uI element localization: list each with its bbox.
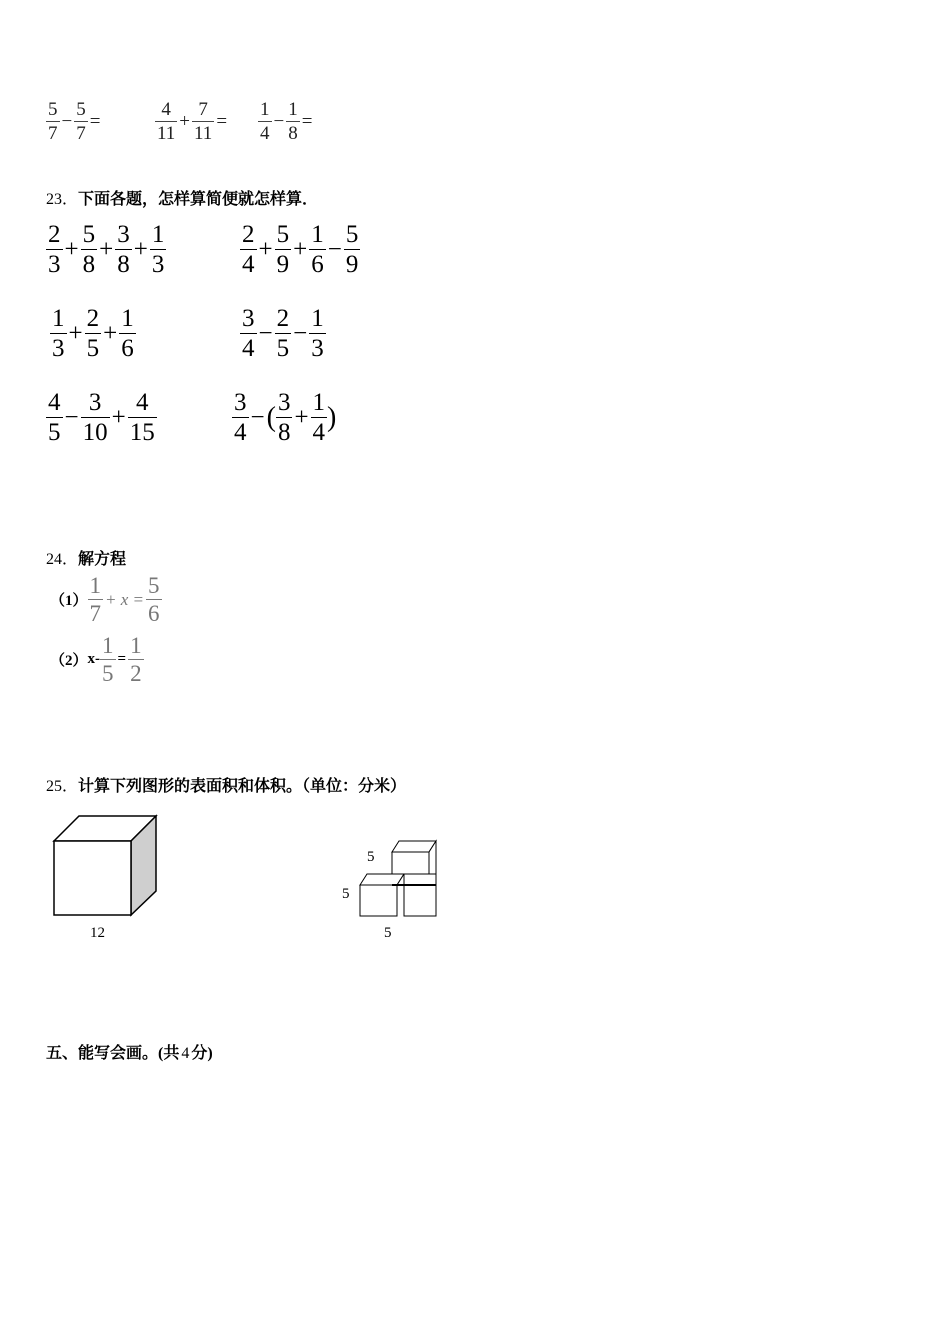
q23-expression-4: $\frac{3}{4}$ − $\frac{2}{5}$ − $\frac{1}{3}$ xyxy=(242,305,324,362)
fraction: $\frac{1}{4}$ xyxy=(260,99,270,144)
fraction: $\frac{5}{9}$ xyxy=(276,221,290,278)
equation-2-x: x- xyxy=(87,651,101,667)
question-24-heading: 24．解方程 xyxy=(46,551,127,568)
fraction: $\frac{3}{8}$ xyxy=(277,389,291,446)
fraction: $\frac{3}{4}$ xyxy=(242,305,255,362)
cube-edge-label: 12 xyxy=(90,925,105,941)
fraction: $\frac{1}{5}$ xyxy=(102,633,114,686)
top-expression-1 xyxy=(46,100,102,143)
fraction: $\frac{2}{3}$ xyxy=(48,221,61,278)
fraction: $\frac{4}{11}$ xyxy=(157,99,176,144)
composite-cube-figure xyxy=(355,835,445,920)
fraction: $\frac{1}{3}$ xyxy=(151,221,165,278)
fraction: $\frac{5}{7}$ xyxy=(48,99,58,144)
q23-expression-3: $\frac{1}{3}$ + $\frac{2}{5}$ + $\frac{1}{6}$ xyxy=(52,305,134,362)
q23-expression-6: $\frac{3}{4}$ − ( $\frac{3}{8}$ + $\frac{1}{4}$ ) xyxy=(234,389,337,446)
top-expression-3 xyxy=(258,100,314,143)
equals: = xyxy=(89,110,101,132)
operator: + xyxy=(179,110,191,132)
shape-label-left: 5 xyxy=(342,886,350,902)
shape-label-top: 5 xyxy=(367,849,375,865)
fraction: $\frac{2}{5}$ xyxy=(86,305,100,362)
fraction: $\frac{2}{5}$ xyxy=(276,305,290,362)
equation-2: （2） x- $\frac{1}{5}$ = $\frac{1}{2}$ xyxy=(50,633,142,686)
equals: = xyxy=(301,110,313,132)
fraction: $\frac{1}{6}$ xyxy=(311,221,324,278)
fraction: $\frac{4}{15}$ xyxy=(129,389,155,446)
fraction: $\frac{5}{8}$ xyxy=(82,221,96,278)
fraction: $\frac{1}{4}$ xyxy=(312,389,326,446)
cube-figure xyxy=(50,810,162,922)
top-expression-2 xyxy=(155,100,229,143)
equation-2-label: （2） xyxy=(50,653,88,669)
question-25-heading: 25．计算下列图形的表面积和体积。（单位：分米） xyxy=(46,778,407,795)
q23-expression-2: $\frac{2}{4}$ + $\frac{5}{9}$ + $\frac{1}{6}$ − $\frac{5}{9}$ xyxy=(242,221,359,278)
q23-expression-1: $\frac{2}{3}$ + $\frac{5}{8}$ + $\frac{3}{8}$ + $\frac{1}{3}$ xyxy=(48,221,165,278)
fraction: $\frac{3}{10}$ xyxy=(82,389,108,446)
fraction: $\frac{1}{3}$ xyxy=(311,305,324,362)
fraction: $\frac{7}{11}$ xyxy=(194,99,213,144)
equation-1-label: （1） xyxy=(50,593,88,609)
q23-expression-5: $\frac{4}{5}$ − $\frac{3}{10}$ + $\frac{4}{15}$ xyxy=(48,389,155,446)
fraction: $\frac{1}{6}$ xyxy=(121,305,134,362)
fraction: $\frac{3}{8}$ xyxy=(117,221,130,278)
fraction: $\frac{2}{4}$ xyxy=(242,221,255,278)
fraction: $\frac{4}{5}$ xyxy=(48,389,61,446)
equation-1: （1） $\frac{1}{7}$ + x = $\frac{5}{6}$ xyxy=(50,573,160,626)
fraction: $\frac{1}{8}$ xyxy=(288,99,298,144)
fraction: $\frac{5}{9}$ xyxy=(345,221,359,278)
operator: − xyxy=(273,110,285,132)
fraction: $\frac{5}{7}$ xyxy=(76,99,86,144)
fraction: $\frac{1}{7}$ xyxy=(89,573,102,626)
fraction: $\frac{5}{6}$ xyxy=(148,573,160,626)
fraction: $\frac{1}{3}$ xyxy=(52,305,65,362)
equals: = xyxy=(216,110,228,132)
fraction: $\frac{3}{4}$ xyxy=(234,389,247,446)
shape-label-bottom: 5 xyxy=(384,925,392,941)
fraction: $\frac{1}{2}$ xyxy=(130,633,142,686)
section-5-heading: 五、能写会画。(共 4 分) xyxy=(46,1045,213,1062)
operator: − xyxy=(61,110,73,132)
question-23-heading: 23．下面各题，怎样算简便就怎样算． xyxy=(46,191,319,208)
